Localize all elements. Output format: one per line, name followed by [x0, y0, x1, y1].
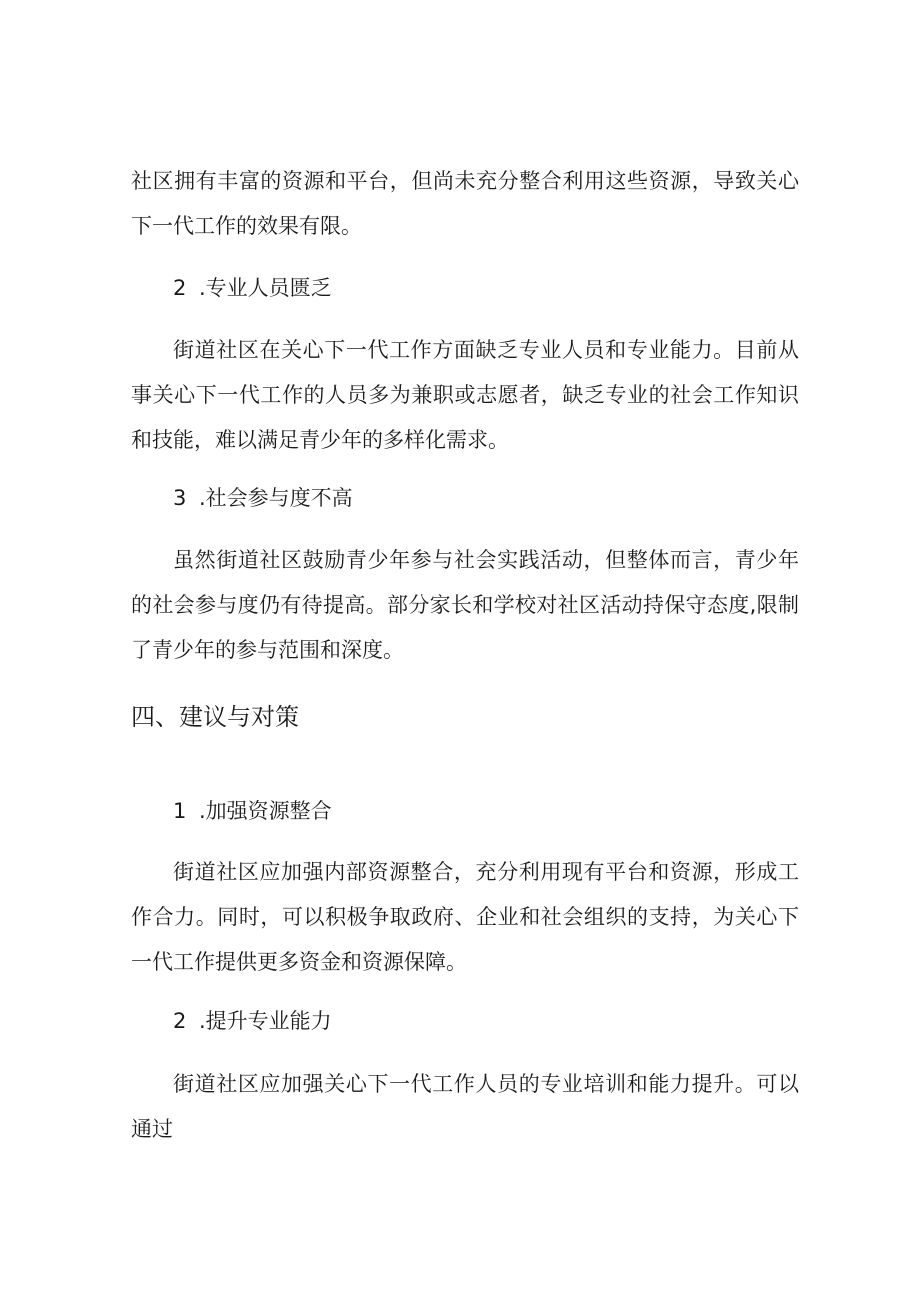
- subheading-number: 2: [173, 1009, 187, 1033]
- subheading-text: .社会参与度不高: [199, 486, 353, 510]
- subheading-resource-integration: [173, 796, 332, 826]
- subheading-social-participation: [173, 483, 353, 513]
- resource-integration-paragraph: 街道社区应加强内部资源整合，充分利用现有平台和资源，形成工作合力。同时，可以积极争取政府、企业和社会组织的支持，为关心下一代工作提供更多资金和资源保障。: [131, 860, 799, 974]
- subheading-number: 3: [173, 486, 187, 510]
- subheading-text: .提升专业能力: [199, 1009, 332, 1033]
- subheading-number: 1: [173, 799, 187, 823]
- subheading-text: .加强资源整合: [199, 799, 332, 823]
- professional-staff-paragraph: 街道社区在关心下一代工作方面缺乏专业人员和专业能力。目前从事关心下一代工作的人员多为兼职或志愿者，缺乏专业的社会工作知识和技能，难以满足青少年的多样化需求。: [131, 338, 799, 452]
- social-participation-paragraph: 虽然街道社区鼓励青少年参与社会实践活动，但整体而言，青少年的社会参与度仍有待提高。部分家长和学校对社区活动持保守态度,限制了青少年的参与范围和深度。: [131, 548, 799, 662]
- intro-paragraph: 社区拥有丰富的资源和平台，但尚未充分整合利用这些资源，导致关心下一代工作的效果有限。: [131, 169, 799, 238]
- subheading-number: 2: [173, 276, 187, 300]
- subheading-text: .专业人员匮乏: [199, 276, 332, 300]
- professional-ability-paragraph: 街道社区应加强关心下一代工作人员的专业培训和能力提升。可以通过: [131, 1072, 799, 1141]
- subheading-professional-staff: [173, 273, 332, 303]
- section-heading-recommendations: 四、建议与对策: [131, 703, 299, 731]
- subheading-professional-ability: [173, 1006, 332, 1036]
